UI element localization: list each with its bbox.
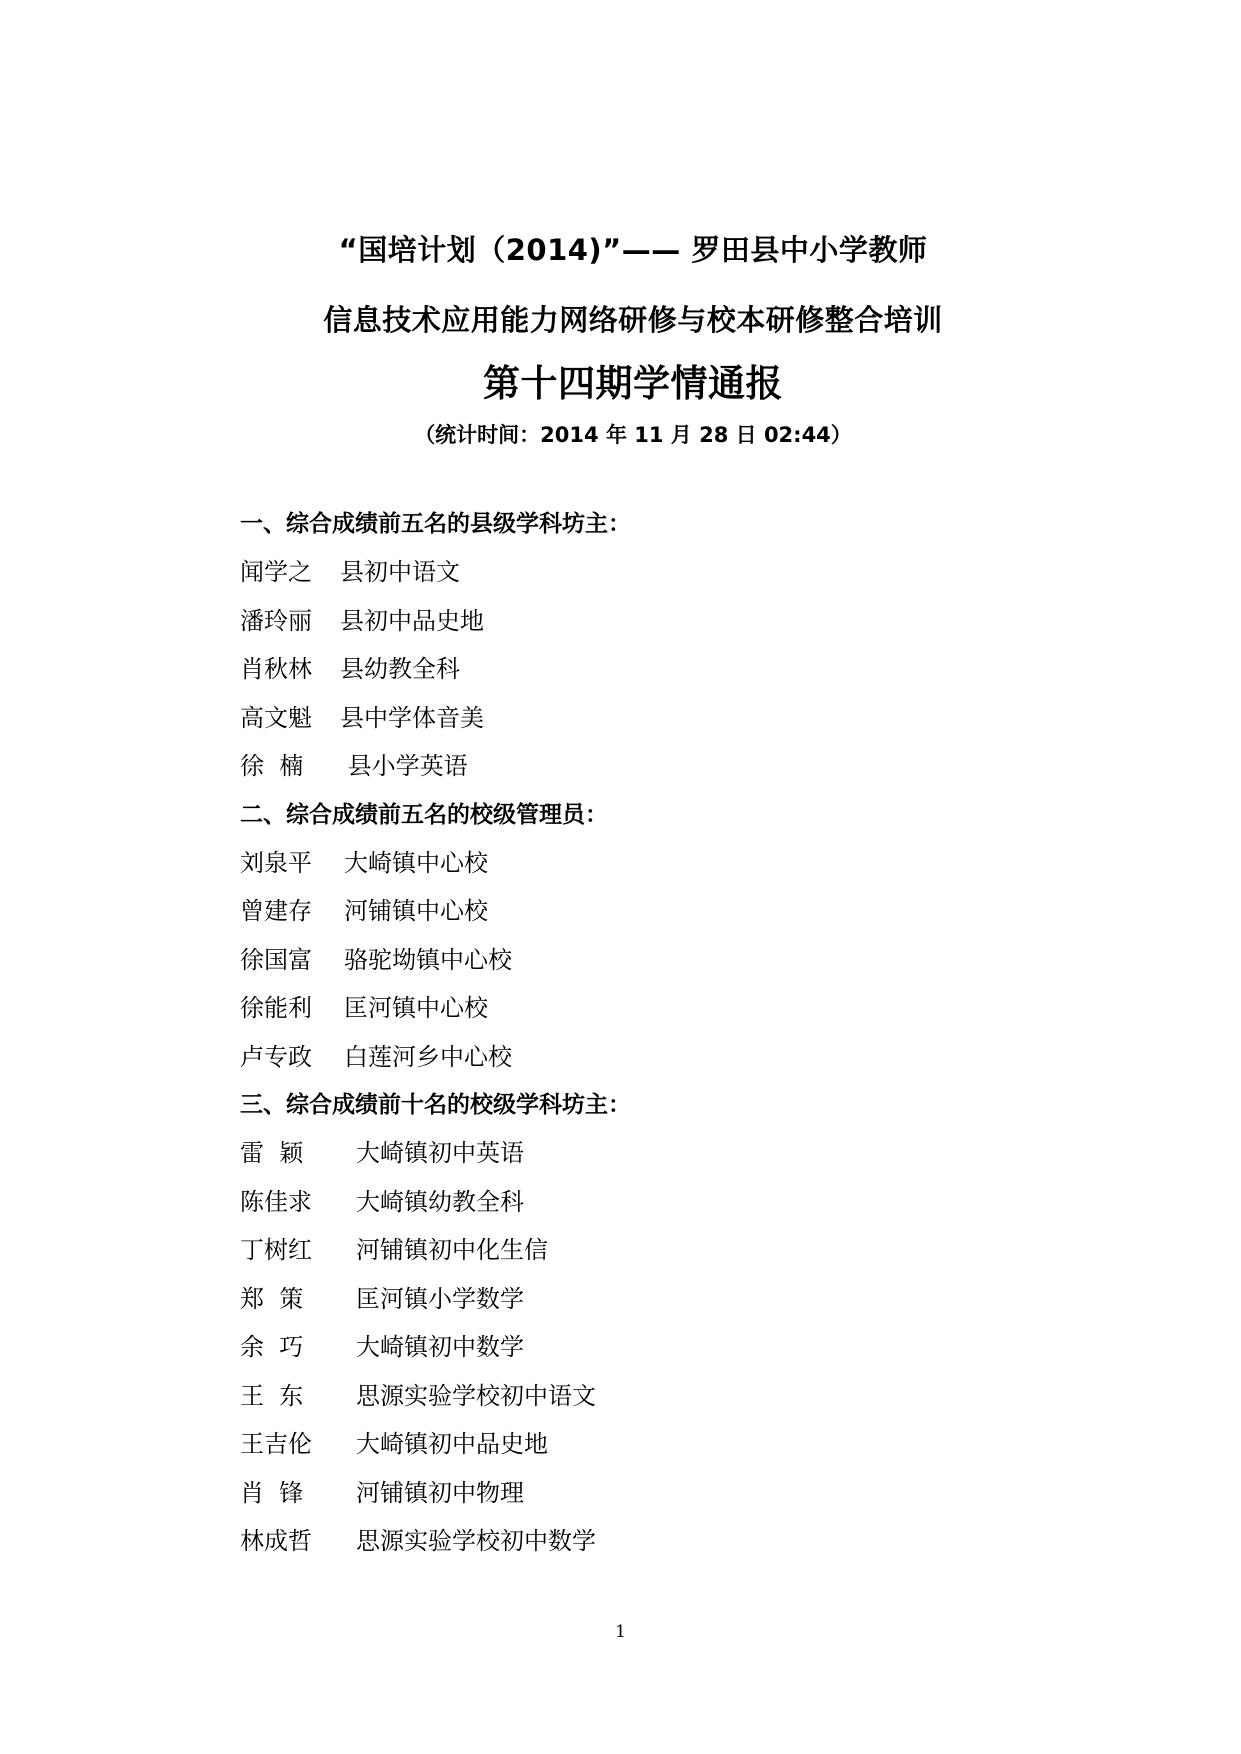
person-name: 余 巧 <box>240 1333 304 1361</box>
person-unit: 河铺镇初中化生信 <box>356 1236 548 1264</box>
person-unit: 大崎镇初中品史地 <box>356 1430 548 1458</box>
list-item <box>240 984 1040 1033</box>
section-heading: 二、综合成绩前五名的校级管理员： <box>240 801 608 828</box>
person-unit: 大崎镇初中英语 <box>356 1139 524 1167</box>
list-item <box>240 645 1040 694</box>
section-heading: 一、综合成绩前五名的县级学科坊主： <box>240 511 631 537</box>
person-name: 徐 楠 <box>240 752 304 780</box>
list-item <box>240 694 1040 743</box>
person-name: 徐国富 <box>240 945 312 974</box>
list-item <box>240 1129 1040 1178</box>
list-item <box>240 548 1040 597</box>
person-unit: 思源实验学校初中数学 <box>356 1527 596 1555</box>
list-item <box>240 1323 1040 1372</box>
person-name: 高文魁 <box>240 703 312 732</box>
person-unit: 县幼教全科 <box>340 655 460 683</box>
list-item <box>240 1226 1040 1275</box>
title-line-2: 信息技术应用能力网络研修与校本研修整合培训 <box>323 303 943 337</box>
document-body <box>240 500 1040 1566</box>
list-item <box>240 1372 1040 1421</box>
title-line-1: “国培计划（2014)”—— 罗田县中小学教师 <box>338 233 928 267</box>
person-name: 肖 锋 <box>240 1478 304 1507</box>
list-item <box>240 742 1040 791</box>
section-school-subject-leaders <box>240 1081 1040 1566</box>
person-name: 曾建存 <box>240 897 312 925</box>
list-item <box>240 1033 1040 1082</box>
list-item <box>240 936 1040 985</box>
person-name: 王 东 <box>240 1381 304 1410</box>
list-item <box>240 887 1040 936</box>
person-unit: 县中学体音美 <box>340 703 484 732</box>
document-title: 第十四期学情通报 <box>483 362 783 405</box>
person-unit: 大崎镇幼教全科 <box>356 1187 524 1216</box>
person-name: 雷 颖 <box>240 1139 304 1167</box>
person-unit: 县初中语文 <box>340 558 460 586</box>
list-item <box>240 1469 1040 1518</box>
person-unit: 思源实验学校初中语文 <box>356 1381 596 1410</box>
person-unit: 县初中品史地 <box>340 606 484 635</box>
list-item <box>240 1517 1040 1566</box>
statistics-time: （统计时间：2014 年 11 月 28 日 02:44） <box>414 423 852 447</box>
person-unit: 河铺镇初中物理 <box>356 1478 524 1507</box>
person-unit: 匡河镇中心校 <box>344 994 488 1022</box>
person-unit: 大崎镇初中数学 <box>356 1333 524 1361</box>
person-unit: 白莲河乡中心校 <box>344 1042 512 1071</box>
person-name: 潘玲丽 <box>240 606 312 635</box>
person-name: 刘泉平 <box>240 848 312 877</box>
list-item <box>240 597 1040 646</box>
person-name: 卢专政 <box>240 1042 312 1071</box>
person-name: 徐能利 <box>240 994 312 1022</box>
person-name: 陈佳求 <box>240 1187 312 1216</box>
person-name: 郑 策 <box>240 1284 304 1313</box>
list-item <box>240 1178 1040 1227</box>
person-name: 林成哲 <box>240 1527 312 1555</box>
list-item <box>240 839 1040 888</box>
person-name: 闻学之 <box>240 558 312 586</box>
page-number: 1 <box>615 1622 626 1642</box>
person-name: 丁树红 <box>240 1236 312 1264</box>
person-name: 肖秋林 <box>240 655 312 683</box>
person-unit: 河铺镇中心校 <box>344 897 488 925</box>
person-unit: 大崎镇中心校 <box>344 848 488 877</box>
person-unit: 匡河镇小学数学 <box>356 1284 524 1313</box>
person-name: 王吉伦 <box>240 1430 312 1458</box>
section-school-administrators <box>240 791 1040 1082</box>
person-unit: 县小学英语 <box>340 752 468 780</box>
list-item <box>240 1275 1040 1324</box>
section-heading: 三、综合成绩前十名的校级学科坊主： <box>240 1092 631 1118</box>
list-item <box>240 1420 1040 1469</box>
person-unit: 骆驼坳镇中心校 <box>344 945 512 974</box>
section-county-subject-leaders <box>240 500 1040 791</box>
